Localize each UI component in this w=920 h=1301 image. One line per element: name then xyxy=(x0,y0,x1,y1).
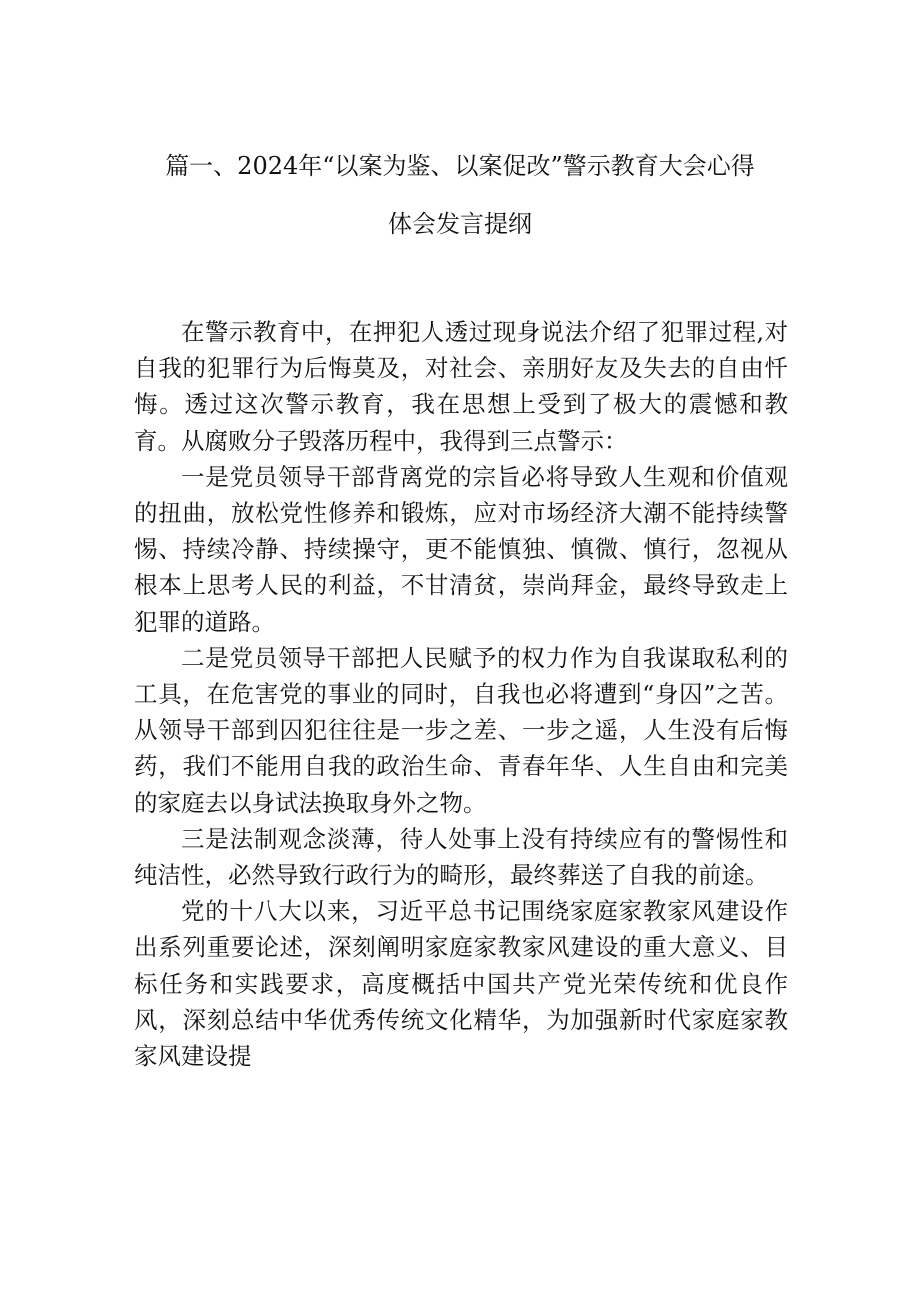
document-title-line-2: 体会发言提纲 xyxy=(388,210,532,238)
document-title-line-1: 篇一、2024年“以案为鉴、以案促改”警示教育大会心得 xyxy=(165,152,755,180)
paragraph-intro: 在警示教育中，在押犯人透过现身说法介绍了犯罪过程,对自我的犯罪行为后悔莫及，对社会、亲朋好友及失去的自由忏悔。透过这次警示教育，我在思想上受到了极大的震憾和教育。从腐败分子毁落历程中，我得到三点警示： xyxy=(134,318,788,455)
paragraph-family-tradition: 党的十八大以来，习近平总书记围绕家庭家教家风建设作出系列重要论述，深刻阐明家庭家教家风建设的重大意义、目标任务和实践要求，高度概括中国共产党光荣传统和优良作风，深刻总结中华优秀传统文化精华，为加强新时代家庭家教家风建设提 xyxy=(134,897,788,1071)
document-body xyxy=(134,314,788,1074)
paragraph-warning-one: 一是党员领导干部背离党的宗旨必将导致人生观和价值观的扭曲，放松党性修养和锻炼，应对市场经济大潮不能持续警惕、持续冷静、持续操守，更不能慎独、慎微、慎行，忽视从根本上思考人民的利益，不甘清贫，崇尚拜金，最终导致走上犯罪的道路。 xyxy=(134,462,788,636)
paragraph-warning-two: 二是党员领导干部把人民赋予的权力作为自我谋取私利的工具，在危害党的事业的同时，自我也必将遭到“身囚”之苦。从领导干部到囚犯往往是一步之差、一步之遥，人生没有后悔药，我们不能用自我的政治生命、青春年华、人生自由和完美的家庭去以身试法换取身外之物。 xyxy=(134,643,788,817)
paragraph-warning-three: 三是法制观念淡薄，待人处事上没有持续应有的警惕性和纯洁性，必然导致行政行为的畸形，最终葬送了自我的前途。 xyxy=(134,824,788,890)
